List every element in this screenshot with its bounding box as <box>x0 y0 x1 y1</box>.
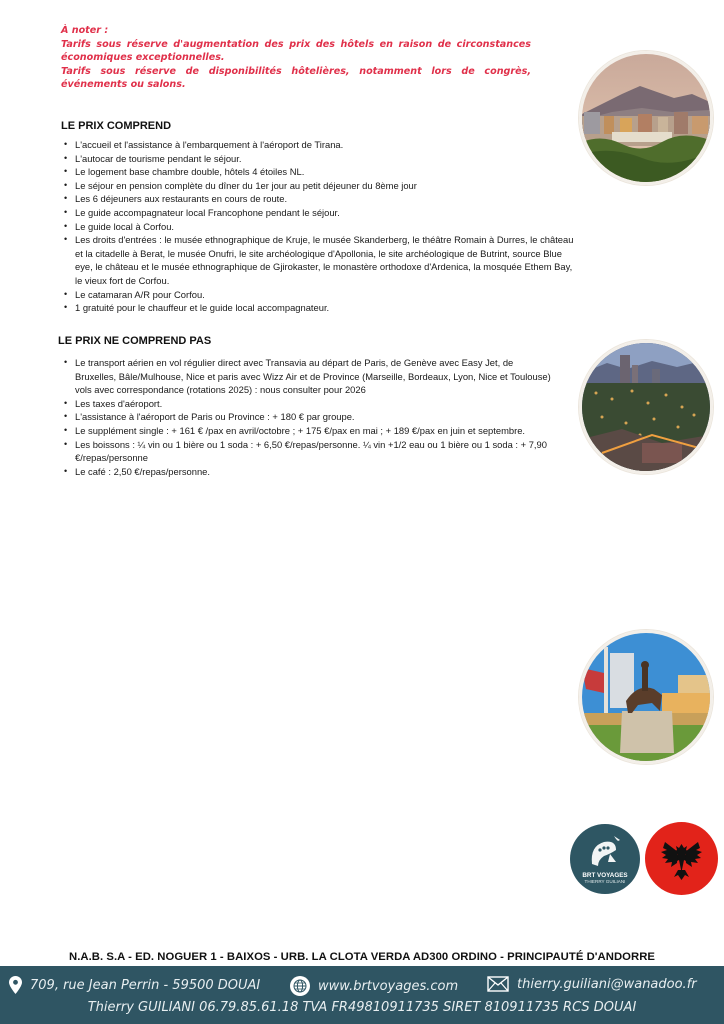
envelope-icon <box>487 976 509 992</box>
list-item: • 1 gratuité pour le chauffeur et le guide local accompagnateur. <box>64 301 576 315</box>
list-item: • Les droits d'entrées : le musée ethnographique de Kruje, le musée Skanderberg, le théâtre Romain à Durres, le château et la citadelle à Berat, le musée Onufri, le site archéologique d'Apollonia, le site archéologique de Butrint, source Blue eye, le château et le musée ethnographique de Gjirokaster, le monastère orthodoxe d'Ardenica, la mosquée Ethem Bay, le vieux fort de Corfou. <box>64 233 576 287</box>
list-item: • Le transport aérien en vol régulier direct avec Transavia au départ de Paris, de Genève avec Easy Jet, de Bruxelles, Bâle/Mulhouse, Nice et paris avec Wizz Air et de Province (Marseille, Bordeaux, Lyon, Nice et Toulouse) vols avec correspondance (rotations 2025) : nous consulter pour 2026 <box>64 356 556 397</box>
excludes-title: LE PRIX NE COMPREND PAS <box>58 335 212 347</box>
list-item: • Les boissons : ¼ vin ou 1 bière ou 1 soda : + 6,50 €/repas/personne. ¼ vin +1/2 eau ou 1 bière ou 1 soda : + 7,90 €/repas/personne <box>64 438 556 465</box>
list-item: • Le guide local à Corfou. <box>64 220 576 234</box>
note-line-2: Tarifs sous réserve de disponibilités hôtelières, notamment lors de congrès, événements ou salons. <box>61 65 531 91</box>
footer-website[interactable] <box>290 976 458 996</box>
albania-flag-logo <box>645 822 718 895</box>
brt-logo-name: BRT VOYAGES <box>582 872 628 879</box>
footer-email[interactable] <box>487 976 697 992</box>
list-item: • Le guide accompagnateur local Francophone pendant le séjour. <box>64 206 576 220</box>
legal-address: N.A.B. S.A - ED. NOGUER 1 - BAIXOS - URB. LA CLOTA VERDA AD300 ORDINO - PRINCIPAUTÉ D'ANDORRE <box>68 951 656 963</box>
list-item: • Le supplément single : + 161 € /pax en avril/octobre ; + 175 €/pax en mai ; + 189 €/pax en juin et septembre. <box>64 424 556 438</box>
list-item: • Le café : 2,50 €/repas/personne. <box>64 465 556 479</box>
globe-icon <box>290 976 310 996</box>
footer-company-info: Thierry GUILIANI 06.79.85.61.18 TVA FR49810911735 SIRET 810911735 RCS DOUAI <box>87 1000 637 1015</box>
note-line-1: Tarifs sous réserve d'augmentation des prix des hôtels en raison de circonstances économiques exceptionnelles. <box>61 38 531 64</box>
location-pin-icon <box>9 976 22 994</box>
list-item: • L'assistance à l'aéroport de Paris ou Province : + 180 € par groupe. <box>64 410 556 424</box>
excludes-list <box>64 356 556 478</box>
tirana-mountains-photo <box>579 51 713 185</box>
footer-address-text: 709, rue Jean Perrin - 59500 DOUAI <box>30 977 261 993</box>
list-item: • Le logement base chambre double, hôtels 4 étoiles NL. <box>64 165 576 179</box>
includes-list <box>64 138 576 315</box>
footer-website-link[interactable]: www.brtvoyages.com <box>318 978 459 994</box>
list-item: • L'accueil et l'assistance à l'embarquement à l'aéroport de Tirana. <box>64 138 576 152</box>
footer-address <box>9 976 260 994</box>
brt-logo-subtitle: THIERRY GUILIANI <box>584 879 626 884</box>
list-item: • Le séjour en pension complète du dîner du 1er jour au petit déjeuner du 8ème jour <box>64 179 576 193</box>
list-item: • Les taxes d'aéroport. <box>64 397 556 411</box>
tirana-dusk-photo <box>579 340 713 474</box>
list-item: • L'autocar de tourisme pendant le séjour. <box>64 152 576 166</box>
pricing-note <box>61 24 531 92</box>
list-item: • Les 6 déjeuners aux restaurants en cours de route. <box>64 192 576 206</box>
includes-title: LE PRIX COMPREND <box>61 120 172 132</box>
note-title: À noter : <box>61 25 109 36</box>
skanderbeg-statue-photo <box>579 630 713 764</box>
contact-footer <box>0 966 724 1024</box>
list-item: • Le catamaran A/R pour Corfou. <box>64 288 576 302</box>
footer-email-link[interactable]: thierry.guiliani@wanadoo.fr <box>517 976 697 992</box>
brt-voyages-logo <box>570 824 640 894</box>
